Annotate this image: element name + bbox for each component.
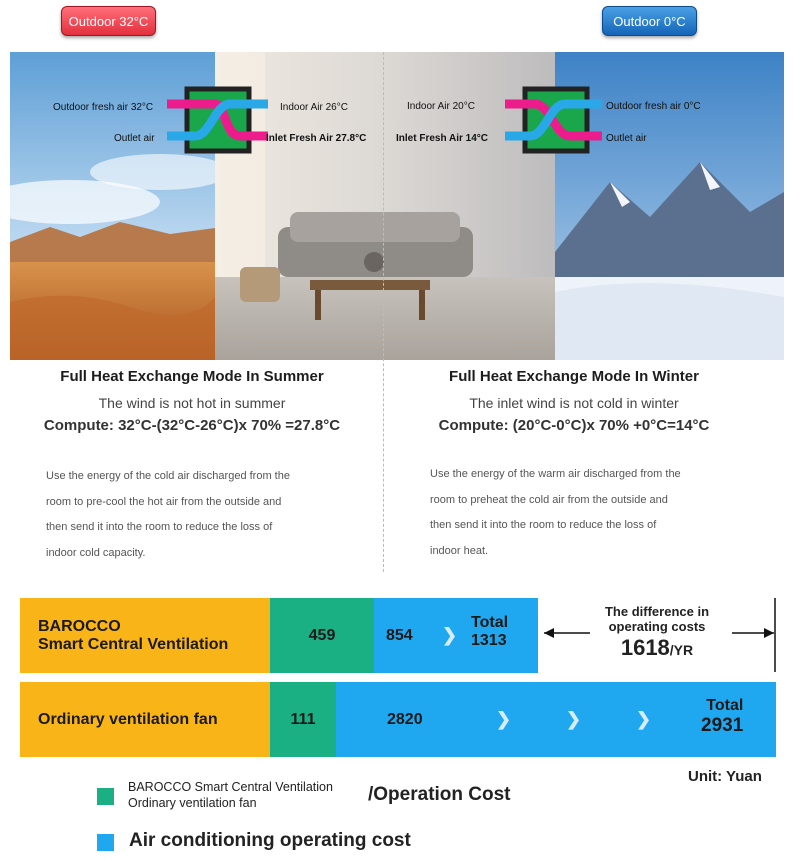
scene-illustration bbox=[10, 52, 784, 360]
difference-annotation bbox=[596, 604, 718, 661]
summer-inlet-fresh-air-label: Inlet Fresh Air 27.8°C bbox=[266, 133, 367, 144]
difference-line1: The difference in bbox=[604, 604, 710, 619]
ordinary-fan-name: Ordinary ventilation fan bbox=[38, 710, 218, 728]
summer-desc-line: indoor cold capacity. bbox=[46, 546, 146, 559]
barocco-name-cell bbox=[20, 598, 270, 673]
winter-indoor-air-label: Indoor Air 20°C bbox=[407, 101, 475, 112]
green-legend-line1: BAROCCO Smart Central Ventilation bbox=[128, 780, 333, 794]
barocco-name-line1: BAROCCO bbox=[38, 617, 121, 635]
summer-description bbox=[46, 464, 346, 566]
ordinary-fan-ac-cost bbox=[336, 682, 776, 757]
winter-outdoor-fresh-air-label: Outdoor fresh air 0°C bbox=[606, 101, 701, 112]
ordinary-fan-name-cell bbox=[20, 682, 270, 757]
green-legend-line2: Ordinary ventilation fan bbox=[128, 796, 257, 810]
difference-value: 1618 bbox=[620, 635, 670, 660]
winter-subtitle: The inlet wind is not cold in winter bbox=[469, 395, 679, 411]
green-legend-labels bbox=[128, 779, 333, 811]
ordinary-fan-total-label: Total bbox=[706, 697, 744, 714]
ordinary-fan-ac-value: 2820 bbox=[387, 710, 423, 728]
summer-section bbox=[2, 368, 382, 434]
winter-desc-line: then send it into the room to reduce the loss of bbox=[430, 519, 657, 531]
barocco-cost-row bbox=[20, 598, 538, 673]
summer-desc-line: Use the energy of the cold air discharged from the bbox=[46, 470, 290, 482]
ordinary-fan-total-value: 2931 bbox=[701, 715, 744, 736]
summer-desc-line: then send it into the room to reduce the loss of bbox=[46, 521, 273, 533]
heat-exchange-scene bbox=[10, 52, 784, 360]
ordinary-fan-total bbox=[701, 697, 743, 737]
barocco-ac-cost bbox=[374, 598, 538, 673]
blue-legend-label: Air conditioning operating cost bbox=[129, 830, 411, 851]
winter-section bbox=[384, 368, 764, 434]
unit-label: Unit: Yuan bbox=[688, 768, 762, 785]
winter-compute: Compute: (20°C-0°C)x 70% +0°C=14°C bbox=[438, 417, 710, 434]
winter-desc-line: room to preheat the cold air from the outside and bbox=[430, 493, 668, 506]
winter-outlet-air-label: Outlet air bbox=[606, 133, 647, 144]
barocco-total-value: 1313 bbox=[471, 632, 507, 649]
section-divider bbox=[383, 52, 384, 572]
ordinary-fan-operation-cost bbox=[270, 682, 336, 757]
summer-outdoor-fresh-air-label: Outdoor fresh air 32°C bbox=[53, 102, 154, 113]
outdoor-summer-badge: Outdoor 32°C bbox=[61, 6, 156, 36]
summer-indoor-air-label: Indoor Air 26°C bbox=[280, 102, 348, 113]
winter-inlet-fresh-air-label: Inlet Fresh Air 14°C bbox=[396, 133, 488, 144]
outdoor-winter-badge: Outdoor 0°C bbox=[602, 6, 697, 36]
winter-title: Full Heat Exchange Mode In Winter bbox=[449, 368, 699, 385]
summer-title: Full Heat Exchange Mode In Summer bbox=[60, 368, 324, 385]
summer-outlet-air-label: Outlet air bbox=[114, 133, 155, 144]
summer-compute: Compute: 32°C-(32°C-26°C)x 70% =27.8°C bbox=[43, 417, 341, 434]
difference-unit: /YR bbox=[669, 642, 694, 658]
ordinary-fan-operation-value: 111 bbox=[290, 710, 316, 728]
summer-subtitle: The wind is not hot in summer bbox=[98, 395, 286, 411]
winter-description bbox=[430, 462, 730, 564]
chevron-right-icon: ❯ bbox=[496, 709, 512, 729]
green-legend-swatch bbox=[97, 788, 114, 805]
chevron-right-icon: ❯ bbox=[636, 709, 652, 729]
chevron-right-icon: ❯ bbox=[442, 625, 458, 645]
arrowhead-right bbox=[764, 628, 774, 638]
arrowhead-left bbox=[544, 628, 554, 638]
winter-desc-line: indoor heat. bbox=[430, 544, 489, 557]
barocco-total bbox=[471, 614, 508, 650]
blue-legend-swatch bbox=[97, 834, 114, 851]
chevron-right-icon: ❯ bbox=[566, 709, 582, 729]
summer-desc-line: room to pre-cool the hot air from the outside and bbox=[46, 495, 282, 508]
barocco-total-label: Total bbox=[471, 614, 509, 631]
winter-desc-line: Use the energy of the warm air discharged from the bbox=[430, 468, 681, 480]
difference-line2: operating costs bbox=[608, 619, 706, 634]
barocco-name-line2: Smart Central Ventilation bbox=[38, 635, 229, 653]
barocco-ac-value: 854 bbox=[386, 626, 413, 644]
barocco-operation-value: 459 bbox=[308, 626, 336, 644]
barocco-operation-cost bbox=[270, 598, 374, 673]
operation-cost-label: /Operation Cost bbox=[368, 784, 511, 805]
ordinary-fan-cost-row bbox=[20, 682, 776, 757]
